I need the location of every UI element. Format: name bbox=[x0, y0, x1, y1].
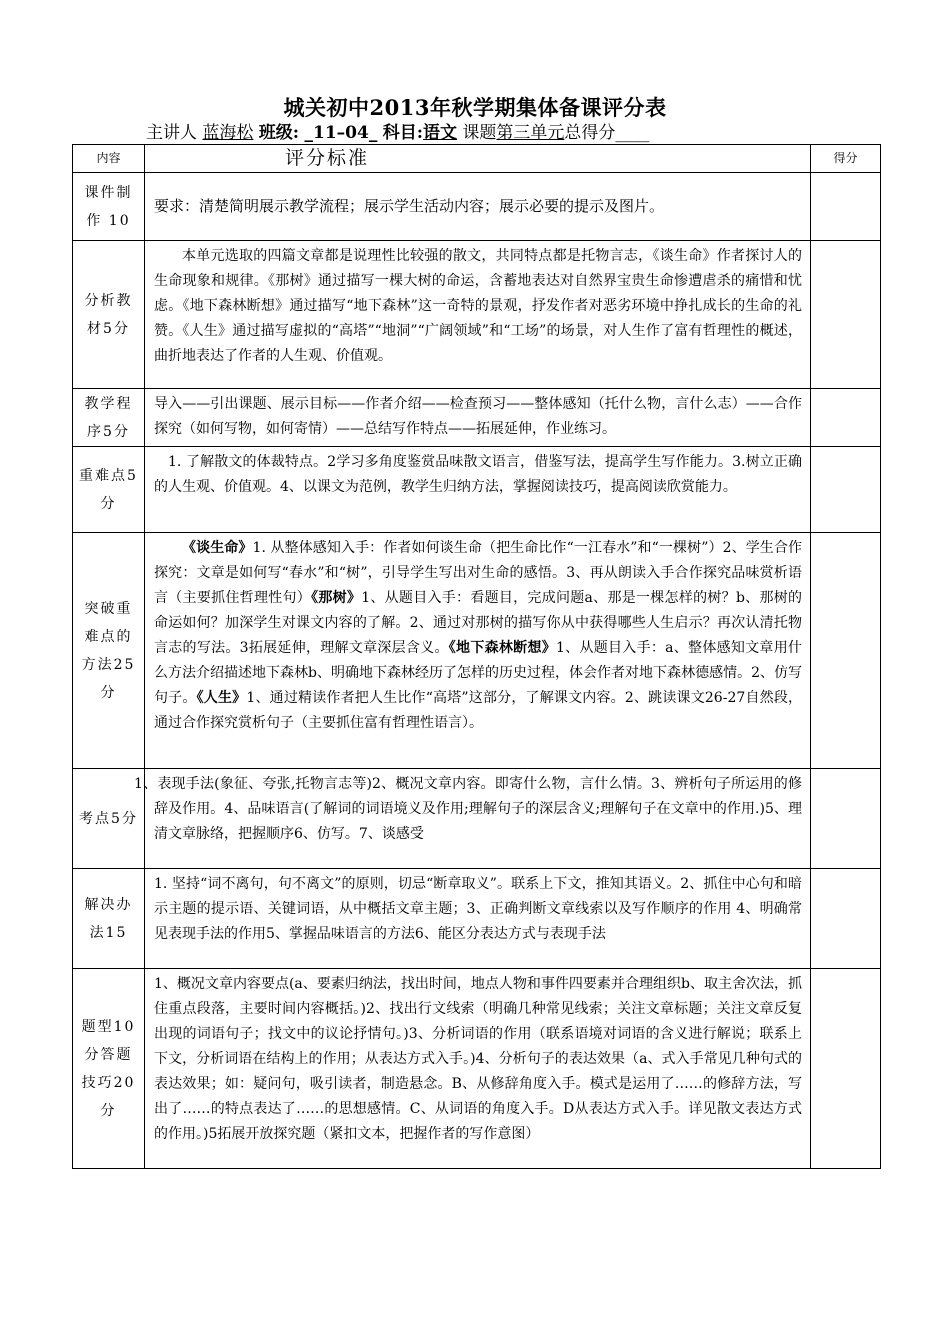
score-cell[interactable] bbox=[811, 241, 881, 389]
score-cell[interactable] bbox=[811, 447, 881, 533]
row-label: 考点5分 bbox=[73, 769, 145, 869]
topic-label: 课题 bbox=[462, 123, 497, 143]
score-cell[interactable] bbox=[811, 769, 881, 869]
class-label: 班级: bbox=[258, 123, 300, 143]
table-row bbox=[73, 769, 881, 869]
row-criteria: 1. 坚持“词不离句，句不离文”的原则，切忌“断章取义”。联系上下文，推知其语义。2、抓住中心句和暗示主题的提示语、关键词语，从中概括文章主题；3、正确判断文章线索以及写作顺序的作用 4、明确常见表现手法的作用5、掌握品味语言的方法6、能区分表达方式与表现手法 bbox=[145, 869, 811, 969]
lesson-title: 《那树》 bbox=[311, 590, 362, 606]
row-criteria bbox=[145, 533, 811, 769]
table-row bbox=[73, 447, 881, 533]
table-row bbox=[73, 389, 881, 447]
scoring-table bbox=[72, 144, 881, 1169]
page-title: 城关初中2013年秋学期集体备课评分表 bbox=[283, 95, 667, 120]
row-label: 教学程序5分 bbox=[73, 389, 145, 447]
score-cell[interactable] bbox=[811, 869, 881, 969]
speaker-name: 蓝海松 bbox=[202, 123, 254, 143]
table-row bbox=[73, 173, 881, 241]
lesson-title: 《地下森林断想》 bbox=[448, 640, 556, 656]
score-cell[interactable] bbox=[811, 173, 881, 241]
row-label: 重难点5分 bbox=[73, 447, 145, 533]
row-criteria: 1、概况文章内容要点(a、要素归纳法，找出时间，地点人物和事件四要素并合理组织b、取主舍次法，抓住重点段落，主要时间内容概括。)2、找出行文线索（明确几种常见线索；关注文章标题；关注文章反复出现的词语句子；找文中的议论抒情句。)3、分析词语的作用（联系语境对词语的含义进行解说；联系上下文，分析词语在结构上的作用；从表达方式入手。)4、分析句子的表达效果（a、式入手常见几种句式的表达效果；如：疑问句，吸引读者，制造悬念。B、从修辞角度入手。模式是运用了……的修辞方法，写出了……的特点表达了……的思想感情。C、从词语的角度入手。D从表达方式入手。详见散文表达方式的作用。)5拓展开放探究题（紧扣文本，把握作者的写作意图） bbox=[145, 969, 811, 1169]
row-criteria: 1、表现手法(象征、夸张,托物言志等)2、概况文章内容。即寄什么物，言什么情。3、辨析句子所运用的修辞及作用。4、品味语言(了解词的词语境义及作用;理解句子的深层含义;理解句子在文章中的作用.)5、理清文章脉络，把握顺序6、仿写。7、谈感受 bbox=[145, 769, 811, 869]
row-label: 突破重难点的方法25分 bbox=[73, 533, 145, 769]
row-criteria: 1. 了解散文的体裁特点。2学习多角度鉴赏品味散文语言，借鉴写法，提高学生写作能力。3.树立正确的人生观、价值观。4、以课文为范例，教学生归纳方法，掌握阅读技巧，提高阅读欣赏能力。 bbox=[145, 447, 811, 533]
topic-value: 第三单元 bbox=[496, 123, 565, 143]
row-label: 解决办法15 bbox=[73, 869, 145, 969]
header-content: 内容 bbox=[73, 145, 145, 173]
header-criteria: 评分标准 bbox=[145, 145, 811, 173]
subject-label: 科目: bbox=[382, 123, 424, 143]
table-row bbox=[73, 241, 881, 389]
meta-line bbox=[146, 118, 649, 143]
row-label: 课件制作 10 bbox=[73, 173, 145, 241]
speaker-label: 主讲人 bbox=[146, 123, 197, 143]
table-row bbox=[73, 969, 881, 1169]
row-label: 分析教材5分 bbox=[73, 241, 145, 389]
lesson-method: 1、从题目入手：看题目，完成问题a、那是一棵怎样的树？b、那树的命运如何？加深学生对课文内容的了解。2、通过对那树的描写你从中获得哪些人生启示？再次认清托物言志的写法。3拓展延伸，理解文章深层含义。 bbox=[154, 590, 803, 656]
header-score: 得分 bbox=[811, 145, 881, 173]
row-label: 题型10分答题技巧20分 bbox=[73, 969, 145, 1169]
lesson-title: 《人生》 bbox=[196, 690, 247, 706]
subject-value: 语文 bbox=[423, 123, 458, 143]
total-label: 总得分 bbox=[564, 123, 616, 143]
score-cell[interactable] bbox=[811, 533, 881, 769]
lesson-title: 《谈生命》 bbox=[182, 540, 253, 556]
lesson-method: 1. 从整体感知入手：作者如何谈生命（把生命比作“一江春水”和“一棵树”）2、学生合作探究：文章是如何写“春水”和“树”，引导学生写出对生命的感悟。3、再从朗读入手合作探究品味赏析语言（主要抓住哲理性句） bbox=[154, 540, 803, 606]
row-criteria: 本单元选取的四篇文章都是说理性比较强的散文，共同特点都是托物言志，《谈生命》作者探讨人的生命现象和规律。《那树》通过描写一棵大树的命运，含蓄地表达对自然界宝贵生命惨遭虐杀的痛惜和忧虑。《地下森林断想》通过描写“地下森林”这一奇特的景观，抒发作者对恶劣环境中挣扎成长的生命的礼赞。《人生》通过描写虚拟的“高塔”“地洞”“广阔领域”和“工场”的场景，对人生作了富有哲理性的概述，曲折地表达了作者的人生观、价值观。 bbox=[145, 241, 811, 389]
lesson-method: 1、从题目入手：a、整体感知文章用什么方法介绍描述地下森林b、明确地下森林经历了怎样的历史过程，体会作者对地下森林德感情。2、仿写句子。 bbox=[154, 640, 802, 706]
score-cell[interactable] bbox=[811, 969, 881, 1169]
table-row bbox=[73, 869, 881, 969]
class-value: _11–04_ bbox=[304, 123, 378, 143]
row-criteria: 要求：清楚简明展示教学流程；展示学生活动内容；展示必要的提示及图片。 bbox=[145, 173, 811, 241]
row-criteria: 导入——引出课题、展示目标——作者介绍——检查预习——整体感知（托什么物，言什么志）——合作探究（如何写物，如何寄情）——总结写作特点——拓展延伸，作业练习。 bbox=[145, 389, 811, 447]
table-row bbox=[73, 533, 881, 769]
total-value: ____ bbox=[615, 123, 650, 143]
lesson-method: 1、通过精读作者把人生比作“高塔”这部分，了解课文内容。2、跳读课文26-27自然段，通过合作探究赏析句子（主要抓住富有哲理性语言）。 bbox=[154, 690, 803, 731]
score-cell[interactable] bbox=[811, 389, 881, 447]
table-header bbox=[73, 145, 881, 173]
